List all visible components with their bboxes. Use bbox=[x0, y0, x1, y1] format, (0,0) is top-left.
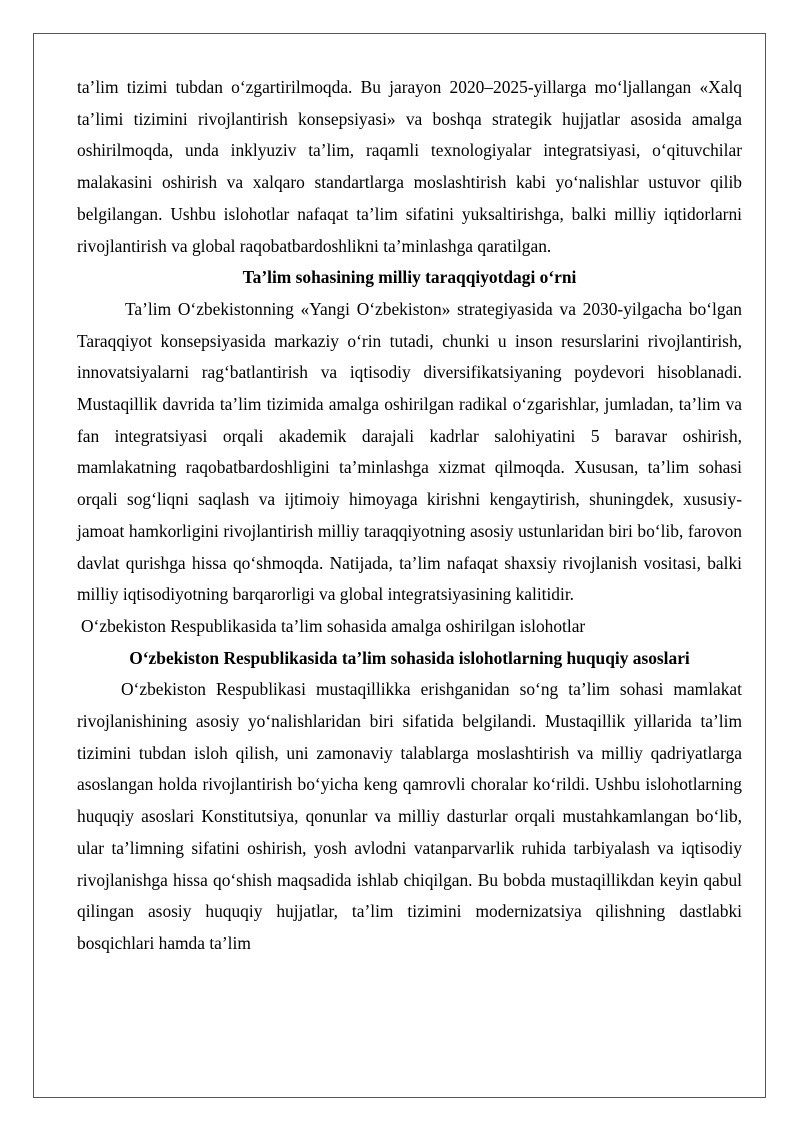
subheading-reforms: O‘zbekiston Respublikasida ta’lim sohasida amalga oshirilgan islohotlar bbox=[81, 615, 586, 636]
paragraph-national-development: Ta’lim O‘zbekistonning «Yangi O‘zbekiston» strategiyasida va 2030-yilgacha bo‘lgan Taraqqiyot konsepsiyasida markaziy o‘rin tutadi, chunki u inson resurslarini rivojlantirish, innovatsiyalarni rag‘batlantirish va iqtisodiy diversifikatsiyaning poydevori hisoblanadi. Mustaqillik davrida ta’lim tizimida amalga oshirilgan radikal o‘zgarishlar, jumladan, ta’lim va fan integratsiyasi orqali akademik darajali kadrlar salohiyatini 5 baravar oshirish, mamlakatning raqobatbardoshligini ta’minlashga xizmat qilmoqda. Xususan, ta’lim sohasi orqali sog‘liqni saqlash va ijtimoiy himoyaga kirishni kengaytirish, shuningdek, xususiy-jamoat hamkorligini rivojlantirish milliy taraqqiyotning asosiy ustunlaridan biri bo‘lib, farovon davlat qurishga hissa qo‘shmoqda. Natijada, ta’lim nafaqat shaxsiy rivojlanish vositasi, balki milliy iqtisodiyotning barqarorligi va global integratsiyasining kalitidir. bbox=[77, 298, 742, 605]
document-body bbox=[77, 72, 742, 960]
paragraph-legal-foundations: O‘zbekiston Respublikasi mustaqillikka erishganidan so‘ng ta’lim sohasi mamlakat rivojlanishining asosiy yo‘nalishlaridan biri sifatida belgilandi. Mustaqillik yillarida ta’lim tizimini tubdan isloh qilish, uni zamonaviy talablarga moslashtirish va milliy qadriyatlarga asoslangan holda rivojlantirish bo‘yicha keng qamrovli choralar ko‘rildi. Ushbu islohotlarning huquqiy asoslari Konstitutsiya, qonunlar va milliy dasturlar orqali mustahkamlangan bo‘lib, ular ta’limning sifatini oshirish, yosh avlodni vatanparvarlik ruhida tarbiyalash va iqtisodiy rivojlanishga hissa qo‘shish maqsadida ishlab chiqilgan. Bu bobda mustaqillikdan keyin qabul qilingan asosiy huquqiy hujjatlar, ta’lim tizimini modernizatsiya qilishning dastlabki bosqichlari hamda ta’lim bbox=[77, 679, 742, 953]
section-heading-legal-foundations: O‘zbekiston Respublikasida ta’lim sohasida islohotlarning huquqiy asoslari bbox=[129, 647, 690, 668]
paragraph-intro-continuation: ta’lim tizimi tubdan o‘zgartirilmoqda. Bu jarayon 2020–2025-yillarga mo‘ljallangan «Xalq ta’limi tizimini rivojlantirish konsepsiyasi» va boshqa strategik hujjatlar asosida amalga oshirilmoqda, unda inklyuziv ta’lim, raqamli texnologiyalar integratsiyasi, o‘qituvchilar malakasini oshirish va xalqaro standartlarga moslashtirish kabi yo‘nalishlar ustuvor qilib belgilangan. Ushbu islohotlar nafaqat ta’lim sifatini yuksaltirishga, balki milliy iqtidorlarni rivojlantirish va global raqobatbardoshlikni ta’minlashga qaratilgan. bbox=[77, 77, 742, 256]
section-heading-national-development: Ta’lim sohasining milliy taraqqiyotdagi o‘rni bbox=[242, 267, 577, 288]
